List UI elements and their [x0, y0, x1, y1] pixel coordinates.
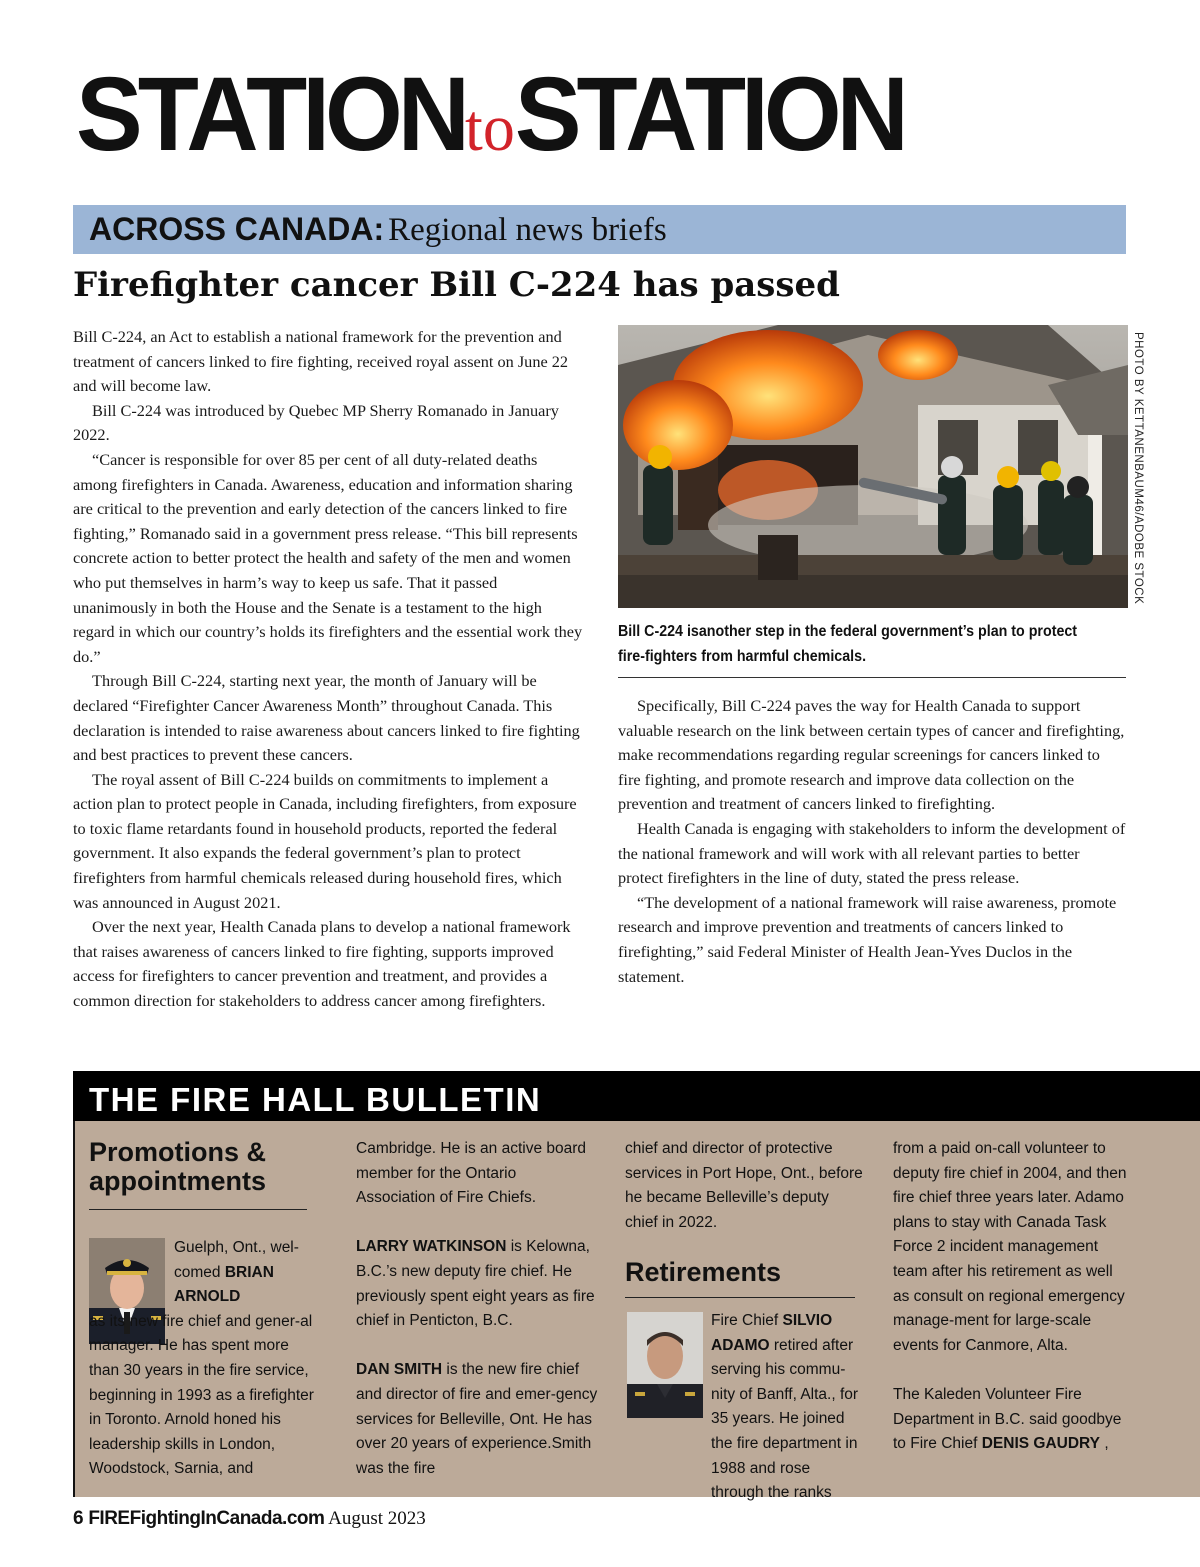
bulletin-column-4: [893, 1137, 1133, 1457]
article-right-column: [618, 694, 1126, 989]
adamo-intro: Fire Chief: [711, 1312, 779, 1329]
adamo-body: retired after serving his commu-nity of Banff, Alta., for 35 years. He joined the fire department in 1988 and rose through the ranks: [711, 1336, 859, 1502]
footer-site: FIREFightingInCanada.com: [88, 1508, 325, 1529]
masthead: [76, 55, 904, 181]
masthead-station-2: STATION: [514, 55, 904, 174]
watkinson-name: LARRY WATKINSON: [356, 1238, 507, 1256]
article-left-column: [73, 325, 585, 1014]
masthead-to: to: [465, 90, 515, 165]
adamo-block: [625, 1309, 865, 1506]
article-paragraph: “Cancer is responsible for over 85 per cent of all duty-related deaths among firefighters in Canada. Awareness, education and information sharing are critical to the prevention and early detection of the cancers linked to fire fighting,” Romanado said in a government press release. “This bill represents concrete action to better protect the health and safety of the men and women who put themselves in harm’s way to keep us safe. That it passed unanimously in both the House and the Senate is a testament to the high regard in which our country’s holds its firefighters and the essential work they do.”: [73, 449, 583, 666]
gaudry-name: DENIS GAUDRY: [981, 1435, 1101, 1453]
adamo-continued: from a paid on-call volunteer to deputy fire chief in 2004, and then fire chief three years later. Adamo plans to stay with Canada Task Force 2 incident management team after his retirement as well as consult on regional emergency manage-ment for large-scale events for Canmore, Alta.: [893, 1140, 1127, 1354]
article-paragraph: Health Canada is engaging with stakeholders to inform the development of the national framework and will work with all relevant parties to better protect firefighters in the line of duty, stated the press release.: [618, 818, 1126, 888]
section-band: [73, 205, 1126, 254]
promotions-heading: Promotions & appointments: [89, 1137, 267, 1196]
smith-name: DAN SMITH: [356, 1361, 443, 1379]
page-footer: [73, 1505, 426, 1533]
bulletin-left-rule: [73, 1121, 75, 1497]
article-paragraph: The royal assent of Bill C-224 builds on commitments to implement a action plan to protect people in Canada, including firefighters, from exposure to toxic flame retardants found in household products, reported the federal government. It also expands the federal government’s plan to protect firefighters from harmful chemicals released during household fires, which was announced in August 2021.: [73, 769, 577, 912]
article-paragraph: Through Bill C-224, starting next year, the month of January will be declared “Firefighter Cancer Awareness Month” throughout Canada. This declaration is intended to raise awareness about cancers linked to fire fighting and best practices to prevent these cancers.: [73, 671, 580, 765]
retirements-heading: Retirements: [625, 1257, 782, 1287]
gaudry-trailing: ,: [1104, 1435, 1109, 1453]
article-paragraph: Bill C-224 was introduced by Quebec MP Sherry Romanado in January 2022.: [73, 400, 559, 445]
arnold-name: BRIAN ARNOLD: [174, 1263, 274, 1306]
retirements-divider: [625, 1297, 855, 1298]
house-fire-illustration: [618, 325, 1128, 608]
gaudry-intro: The Kaleden Volunteer Fire Department in B.C. said goodbye to Fire Chief: [893, 1385, 1122, 1453]
article-headline: Firefighter cancer Bill C-224 has passed: [73, 265, 840, 305]
article-paragraph: Bill C-224, an Act to establish a national framework for the prevention and treatment of cancers linked to fire fighting, received royal assent on June 22 and will become law.: [73, 327, 569, 396]
photo-credit: PHOTO BY KETTANENBAUM46/ADOBE STOCK: [1132, 332, 1144, 605]
footer-date: August 2023: [328, 1508, 426, 1529]
smith-body: is the new fire chief and director of fire and emer-gency services for Belleville, Ont. He has over 20 years of experience.Smith was the fire: [356, 1361, 598, 1477]
photo-caption: Bill C-224 isanother step in the federal government’s plan to protect fire-fighters from harmful chemicals.: [618, 623, 1078, 665]
article-paragraph: “The development of a national framework will raise awareness, promote research and improve prevention and treatments of cancers linked to firefighting,” said Federal Minister of Health Jean-Yves Duclos in the statement.: [618, 892, 1117, 986]
smith-continued: chief and director of protective services in Port Hope, Ont., before he became Belleville’s deputy chief in 2022.: [625, 1140, 863, 1231]
promotions-divider: [89, 1209, 307, 1210]
house-fire-photo: [618, 325, 1128, 608]
arnold-intro: Guelph, Ont., wel-comed: [174, 1239, 299, 1281]
watkinson-body: is Kelowna, B.C.’s new deputy fire chief. He previously spent eight years as fire chief in Penticton, B.C.: [356, 1238, 595, 1330]
caption-divider: [618, 677, 1126, 678]
section-band-bold: ACROSS CANADA:: [89, 211, 385, 247]
page-number: 6: [73, 1508, 84, 1529]
masthead-station-1: STATION: [76, 55, 466, 174]
adamo-name: SILVIO ADAMO: [711, 1312, 833, 1354]
arnold-continued: Cambridge. He is an active board member for the Ontario Association of Fire Chiefs.: [356, 1140, 587, 1207]
bulletin-title: THE FIRE HALL BULLETIN: [89, 1081, 542, 1118]
article-paragraph: Specifically, Bill C-224 paves the way for Health Canada to support valuable research on the link between certain types of cancer and firefighting, make recommendations regarding regular screenings for cancers linked to fire fighting, and promote research and improve data collection on the prevention and treatment of cancers linked to firefighting.: [618, 696, 1125, 814]
bulletin-column-1: [89, 1236, 321, 1482]
bulletin-column-3: [625, 1137, 865, 1235]
article-paragraph: Over the next year, Health Canada plans to develop a national framework that raises awareness of cancers linked to fire fighting, supports improved access for firefighters to cancer prevention and treatment, and provides a common direction for stakeholders to address cancer among firefighters.: [73, 917, 571, 1011]
section-band-regular: Regional news briefs: [388, 212, 667, 248]
bulletin-column-2: [356, 1137, 598, 1481]
arnold-body: as its new fire chief and gener-al manager. He has spent more than 30 years in the fire service, beginning in 1993 as a firefighter in Toronto. Arnold honed his leadership skills in London, Woodstock, Sarnia, and: [89, 1312, 314, 1478]
